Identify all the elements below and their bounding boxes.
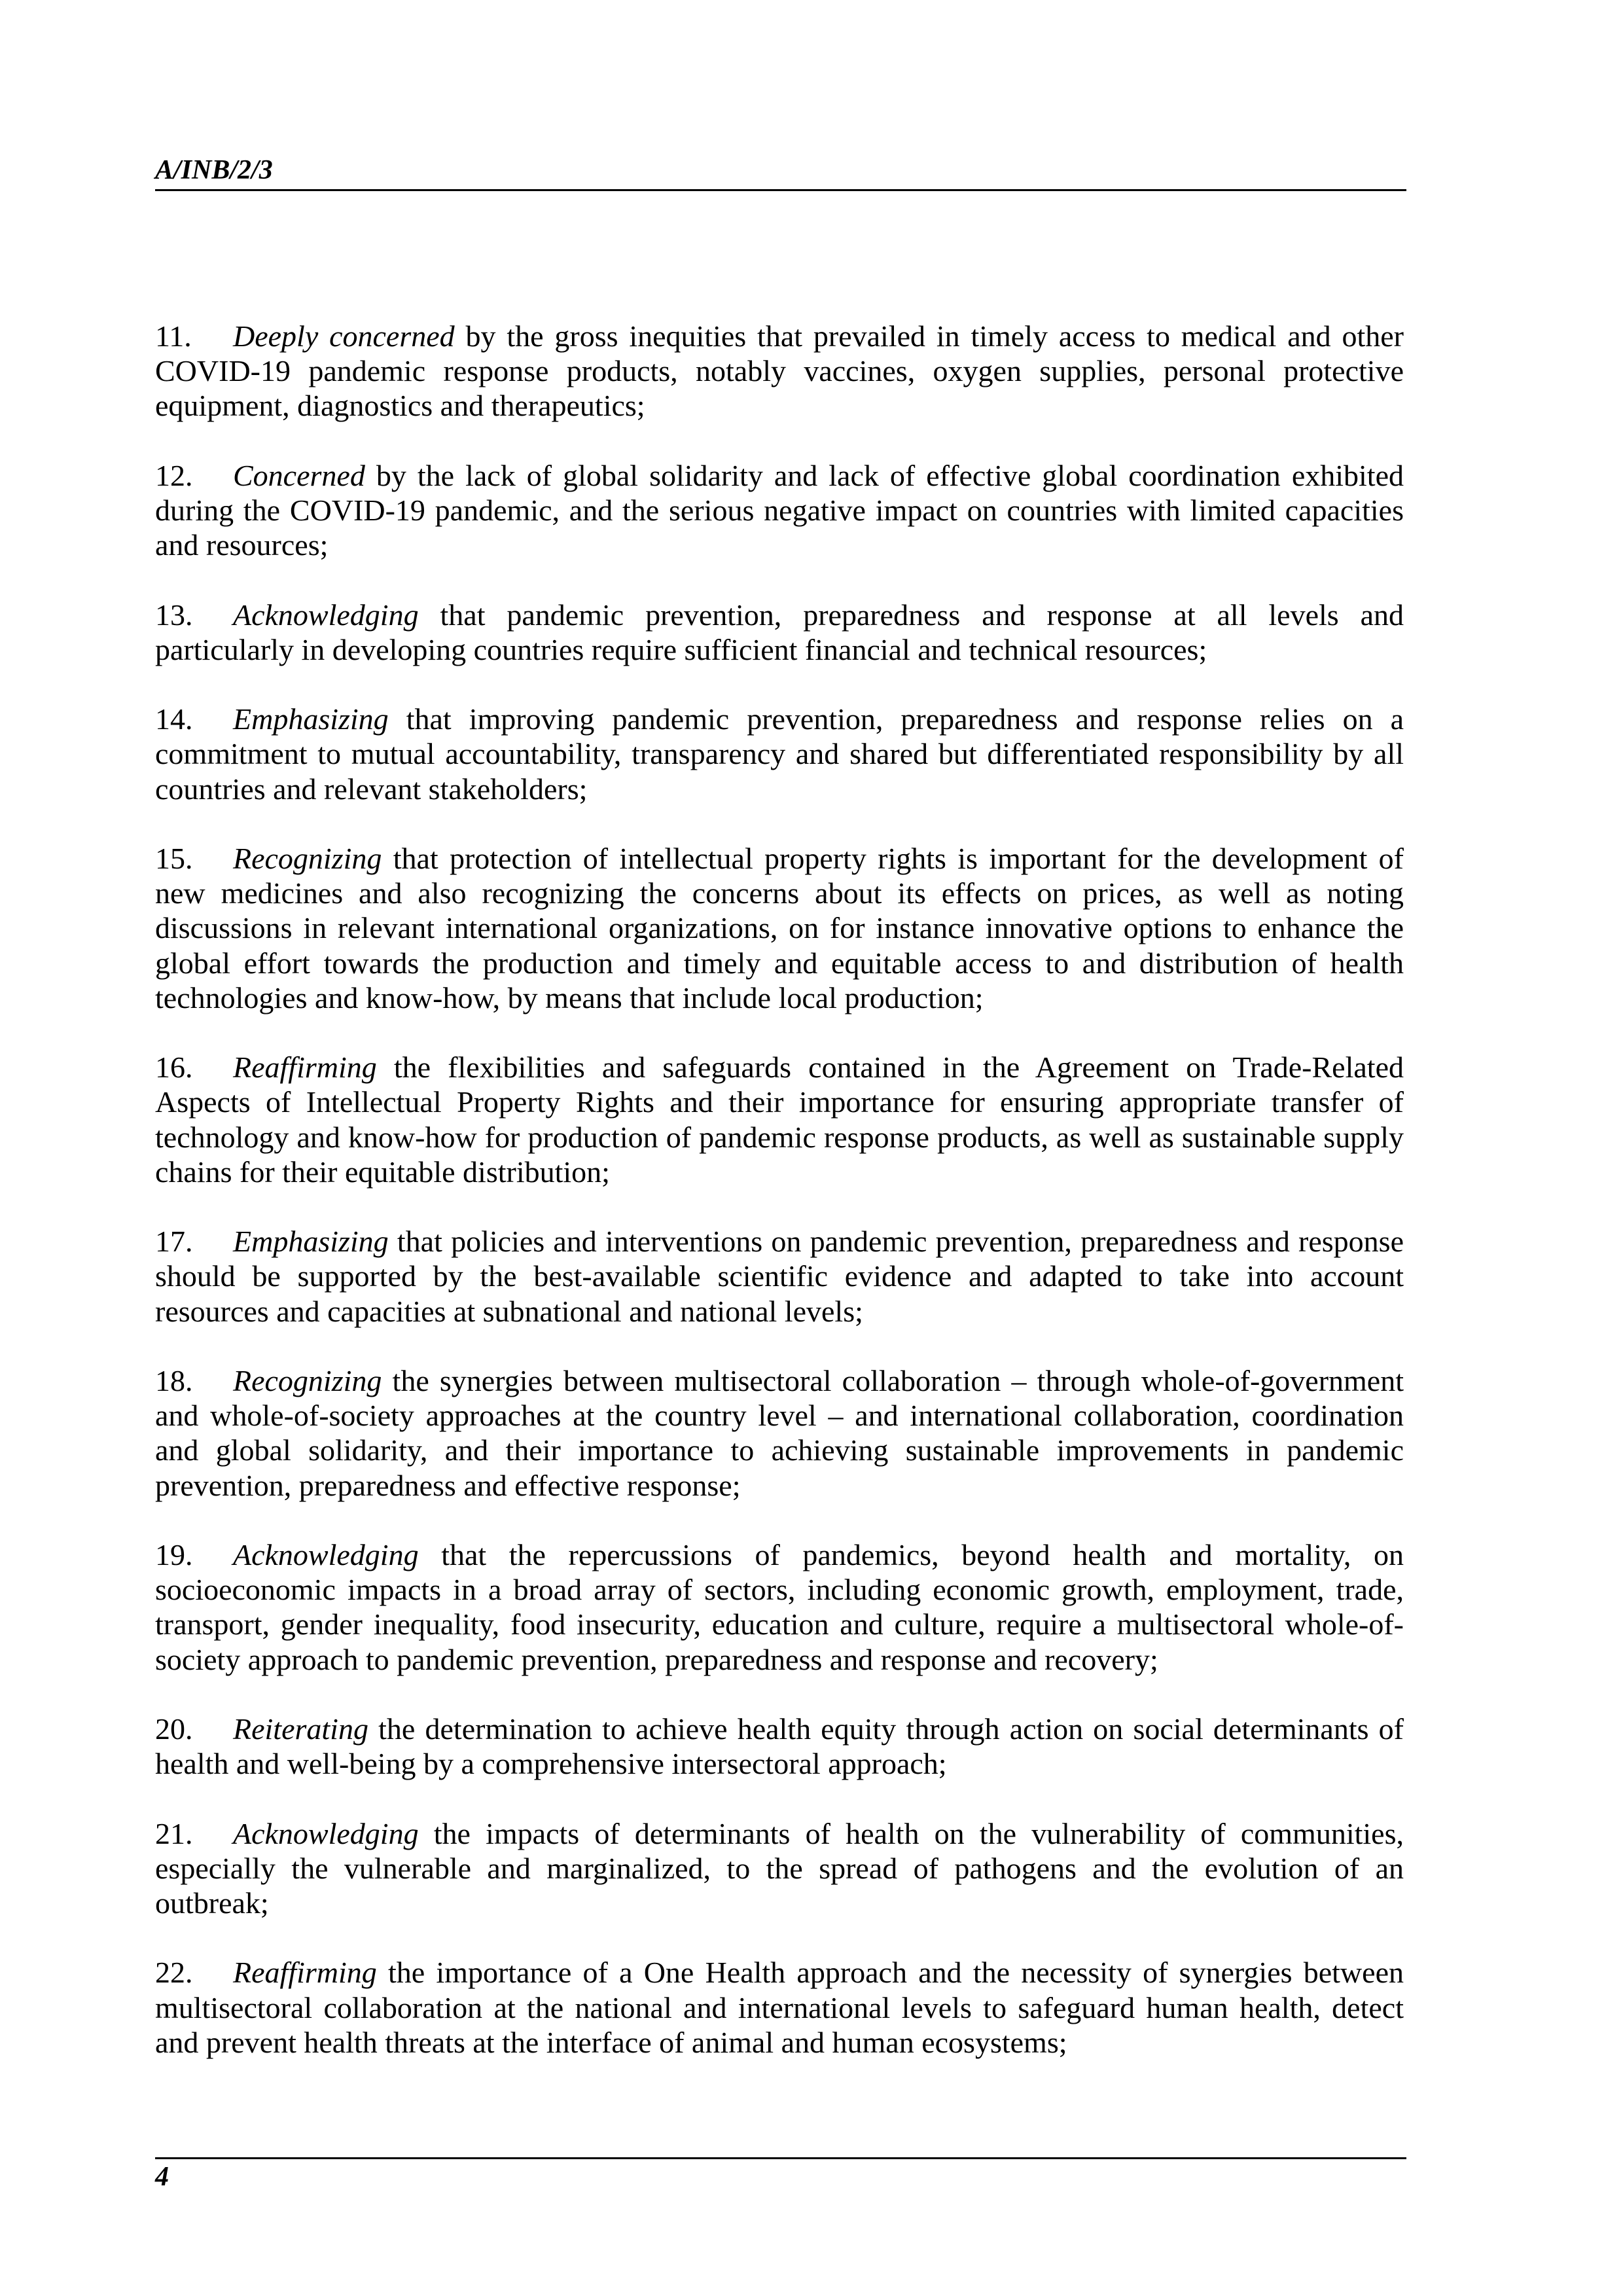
paragraph-text: the flexibilities and safeguards contained in the Agreement on Trade-Related Aspects of Intellectual Property Rights and their importance for ensuring appropriate transfer of technology and know-how for production of pandemic response products, as well as sustainable supply chains for their equitable distribution; — [155, 1050, 1404, 1189]
paragraph-number: 22. — [155, 1956, 193, 1990]
paragraph-lead: Recognizing — [233, 1363, 382, 1397]
paragraph-text: that improving pandemic prevention, preparedness and response relies on a commitment to mutual accountability, transparency and shared but differentiated responsibility by all countries and relevant stakeholders; — [155, 702, 1404, 806]
paragraph-21 — [155, 1816, 1404, 1921]
paragraph-14 — [155, 702, 1404, 806]
paragraph-number: 12. — [155, 458, 193, 492]
paragraph-text: that the repercussions of pandemics, beyond health and mortality, on socioeconomic impacts in a broad array of sectors, including economic growth, employment, trade, transport, gender inequality, food insecurity, education and culture, require a multisectoral whole-of-society approach to pandemic prevention, preparedness and response and recovery; — [155, 1537, 1404, 1676]
paragraph-number: 16. — [155, 1050, 193, 1085]
header-rule — [155, 189, 1406, 191]
paragraph-number: 17. — [155, 1225, 193, 1259]
paragraph-lead: Emphasizing — [233, 702, 389, 736]
paragraph-lead: Reiterating — [233, 1712, 368, 1746]
paragraph-17 — [155, 1224, 1404, 1329]
paragraph-text: the synergies between multisectoral collaboration – through whole-of-government and whole-of-society approaches at the country level – and international collaboration, coordination and global solidarity, and their importance to achieving sustainable improvements in pandemic prevention, preparedness and effective response; — [155, 1363, 1404, 1502]
paragraph-15 — [155, 841, 1404, 1015]
paragraph-lead: Reaffirming — [233, 1956, 377, 1990]
page-number: 4 — [155, 2162, 169, 2192]
paragraph-20 — [155, 1712, 1404, 1781]
paragraph-number: 13. — [155, 598, 193, 632]
paragraph-22 — [155, 1955, 1404, 2060]
paragraph-text: the determination to achieve health equity through action on social determinants of health and well-being by a comprehensive intersectoral approach; — [155, 1712, 1404, 1781]
paragraph-text: that pandemic prevention, preparedness and response at all levels and particularly in developing countries require sufficient financial and technical resources; — [155, 598, 1404, 666]
paragraph-number: 15. — [155, 841, 193, 875]
paragraph-12 — [155, 458, 1404, 563]
paragraph-text: that policies and interventions on pandemic prevention, preparedness and response should be supported by the best-available scientific evidence and adapted to take into account resources and capacities at subnational and national levels; — [155, 1225, 1404, 1328]
paragraph-18 — [155, 1363, 1404, 1503]
paragraph-lead: Emphasizing — [233, 1225, 389, 1259]
paragraph-number: 11. — [155, 319, 192, 353]
paragraph-text: by the gross inequities that prevailed in timely access to medical and other COVID-19 pandemic response products, notably vaccines, oxygen supplies, personal protective equipment, diagnostics and therapeutics; — [155, 319, 1404, 423]
paragraph-19 — [155, 1537, 1404, 1677]
paragraph-number: 20. — [155, 1712, 193, 1746]
paragraph-11 — [155, 319, 1404, 423]
paragraph-lead: Acknowledging — [233, 598, 419, 632]
document-symbol: A/INB/2/3 — [155, 155, 273, 185]
paragraph-13 — [155, 598, 1404, 667]
paragraph-lead: Concerned — [233, 458, 365, 492]
document-body — [155, 319, 1404, 2094]
paragraph-lead: Acknowledging — [233, 1537, 419, 1571]
paragraph-number: 21. — [155, 1816, 193, 1850]
paragraph-number: 19. — [155, 1537, 193, 1571]
paragraph-lead: Reaffirming — [233, 1050, 377, 1085]
paragraph-text: the impacts of determinants of health on the vulnerability of communities, especially the vulnerable and marginalized, to the spread of pathogens and the evolution of an outbreak; — [155, 1816, 1404, 1920]
paragraph-text: the importance of a One Health approach and the necessity of synergies between multisectoral collaboration at the national and international levels to safeguard human health, detect and prevent health threats at the interface of animal and human ecosystems; — [155, 1956, 1404, 2059]
paragraph-text: that protection of intellectual property rights is important for the development of new medicines and also recognizing the concerns about its effects on prices, as well as noting discussions in relevant international organizations, on for instance innovative options to enhance the global effort towards the production and timely and equitable access to and distribution of health technologies and know-how, by means that include local production; — [155, 841, 1404, 1014]
paragraph-lead: Acknowledging — [233, 1816, 419, 1850]
paragraph-text: by the lack of global solidarity and lack of effective global coordination exhibited during the COVID-19 pandemic, and the serious negative impact on countries with limited capacities and resources; — [155, 458, 1404, 562]
footer-rule — [155, 2157, 1406, 2159]
paragraph-number: 14. — [155, 702, 193, 736]
paragraph-lead: Recognizing — [233, 841, 382, 875]
paragraph-lead: Deeply concerned — [233, 319, 455, 353]
paragraph-number: 18. — [155, 1363, 193, 1397]
paragraph-16 — [155, 1050, 1404, 1189]
